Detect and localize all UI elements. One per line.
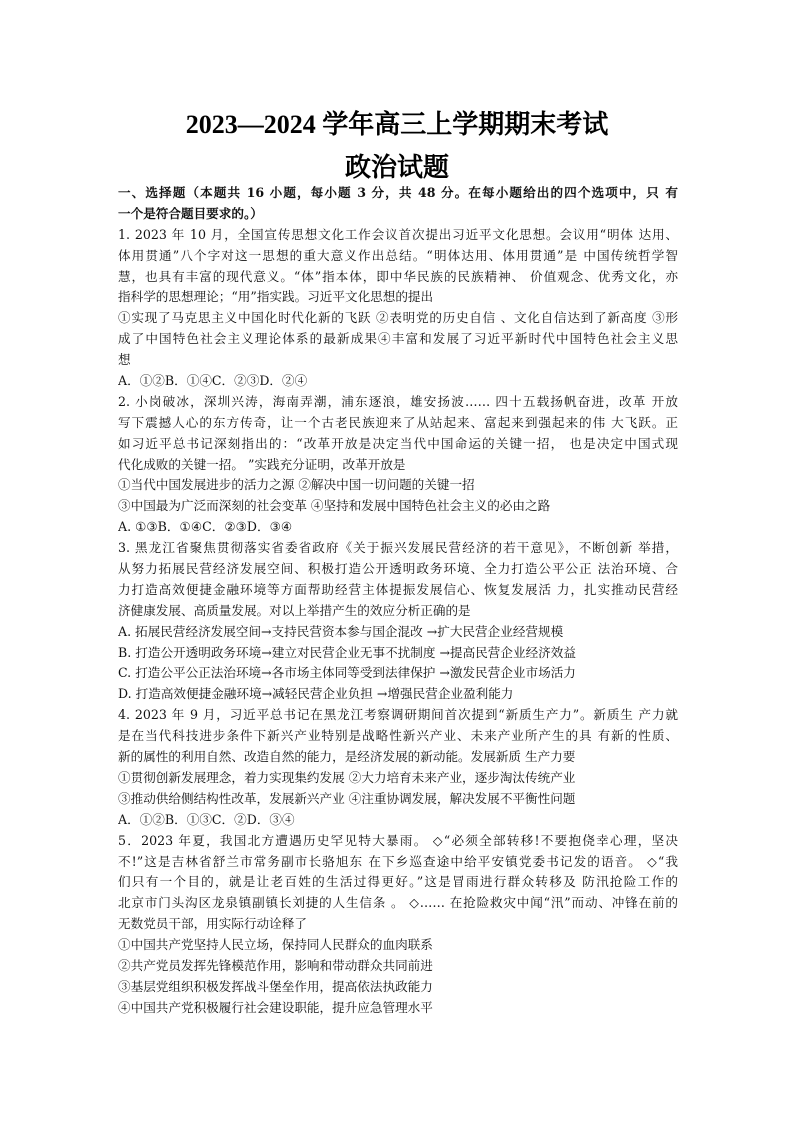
text-line: 写下震撼人心的东方传奇，让一个古老民族迎来了从站起来、富起来到强起来的伟 大飞跃。正 [118,414,678,430]
exam-body [118,183,678,1019]
text-line: 体用贯通”八个字对这一思想的重大意义作出总结。“明体达用、体用贯通”是 中国传统哲学智 [118,247,678,263]
text-line: 成了中国特色社会主义理论体系的最新成果④丰富和发展了习近平新时代中国特色社会主义思 [118,331,678,347]
question-2 [118,392,678,538]
text-line: ①中国共产党坚持人民立场，保持同人民群众的血肉联系 [118,937,433,953]
text-line: ④中国共产党积极履行社会建设职能，提升应急管理水平 [118,999,433,1015]
answer-options: A．①②B．①③C．②D．③④ [118,811,295,827]
text-line: 代化成败的关键一招。 ”实践充分证明，改革开放是 [118,456,406,472]
text-line: 济健康发展、高质量发展。对以上举措产生的效应分析正确的是 [118,602,471,618]
option-line: C. 打造公平公正法治环境→各市场主体同等受到法律保护 →激发民营企业市场活力 [118,665,576,681]
text-line: 力打造高效便捷金融环境等方面帮助经营主体提振发展信心、恢复发展活 力，扎实推动民营经 [118,581,678,597]
text-line: 想 [118,352,131,368]
answer-options: A．①②B．①④C．②③D．②④ [118,373,308,389]
question-3 [118,538,678,705]
text-line: 指科学的思想理论；“用”指实践。习近平文化思想的提出 [118,289,434,305]
text-line: 5．2023 年夏，我国北方遭遇历史罕见特大暴雨。 ◇“必须全部转移!不要抱侥幸心理，坚决 [118,832,678,848]
text-line: ①实现了马克思主义中国化时代化新的飞跃 ②表明党的历史自信 、文化自信达到了新高度 ③形 [118,310,678,326]
text-line: 无数党员干部，用实际行动诠释了 [118,916,307,932]
text-line: 不!”这是吉林省舒兰市常务副市长骆旭东 在下乡巡查途中给平安镇党委书记发的语音。 ◇“我 [118,853,678,869]
text-line: ①当代中国发展进步的活力之源 ②解决中国一切问题的关键一招 [118,477,475,493]
text-line: ①贯彻创新发展理念，着力实现集约发展 ②大力培育未来产业，逐步淘汰传统产业 [118,769,576,785]
text-line: 2. 小岗破冰，深圳兴涛，海南弄潮，浦东逐浪，雄安扬波…… 四十五载扬帆奋进，改革 开放 [118,393,678,409]
question-1 [118,225,678,392]
text-line: 如习近平总书记深刻指出的：“改革开放是决定当代中国命运的关键一招， 也是决定中国式现 [118,435,678,451]
question-5 [118,831,678,1019]
question-4 [118,705,678,830]
exam-title: 2023—2024 学年高三上学期期末考试 [185,110,609,139]
text-line: 们只有一个目的，就是让老百姓的生活过得更好。”这是冒雨进行群众转移及 防汛抢险工作的 [118,874,678,890]
text-line: 3. 黑龙江省聚焦贯彻落实省委省政府《关于振兴发展民营经济的若干意见》，不断创新 举措， [118,540,678,556]
text-line: ③中国最为广泛而深刻的社会变革 ④坚持和发展中国特色社会主义的必由之路 [118,498,551,514]
option-line: D. 打造高效便捷金融环境→减轻民营企业负担 →增强民营企业盈利能力 [118,686,514,702]
text-line: 慧，也具有丰富的现代意义。“体”指本体，即中华民族的民族精神、 价值观念、优秀文化，亦 [118,268,678,284]
text-line: 1. 2023 年 10 月，全国宣传思想文化工作会议首次提出习近平文化思想。会议用“明体 达用、 [118,226,678,242]
text-line: 4. 2023 年 9 月，习近平总书记在黑龙江考察调研期间首次提到“新质生产力”。新质生 产力就 [118,707,678,723]
text-line: 一个是符合题目要求的。） [118,205,263,221]
text-line: ②共产党员发挥先锋模范作用，影响和带动群众共同前进 [118,957,433,973]
text-line: 从努力拓展民营经济发展空间、积极打造公开透明政务环境、全力打造公平公正 法治环境、合 [118,561,678,577]
text-line: 北京市门头沟区龙泉镇副镇长刘捷的人生信条 。 ◇…… 在抢险救灾中闻“汛”而动、冲锋在前的 [118,895,678,911]
text-line: 是在当代科技进步条件下新兴产业特别是战略性新兴产业、未来产业所产生的具 有新的性质、 [118,728,678,744]
text-line: ③推动供给侧结构性改革，发展新兴产业 ④注重协调发展，解决发展不平衡性问题 [118,790,576,806]
option-line: A. 拓展民营经济发展空间→支持民营资本参与国企混改 →扩大民营企业经营规模 [118,623,564,639]
exam-subject: 政治试题 [344,153,449,182]
text-line: 一、选择题（本题共 16 小题，每小题 3 分，共 48 分。在每小题给出的四个选项中，只 有 [118,185,678,200]
text-line: ③基层党组织积极发挥战斗堡垒作用，提高依法执政能力 [118,978,433,994]
text-line: 新的属性的利用自然、改造自然的能力，是经济发展的新动能。发展新质 生产力要 [118,749,576,765]
answer-options: A. ①③B．①④C．②③D．③④ [118,519,293,535]
section-heading [118,183,678,225]
option-line: B. 打造公开透明政务环境→建立对民营企业无事不扰制度 →提高民营企业经济效益 [118,644,576,660]
